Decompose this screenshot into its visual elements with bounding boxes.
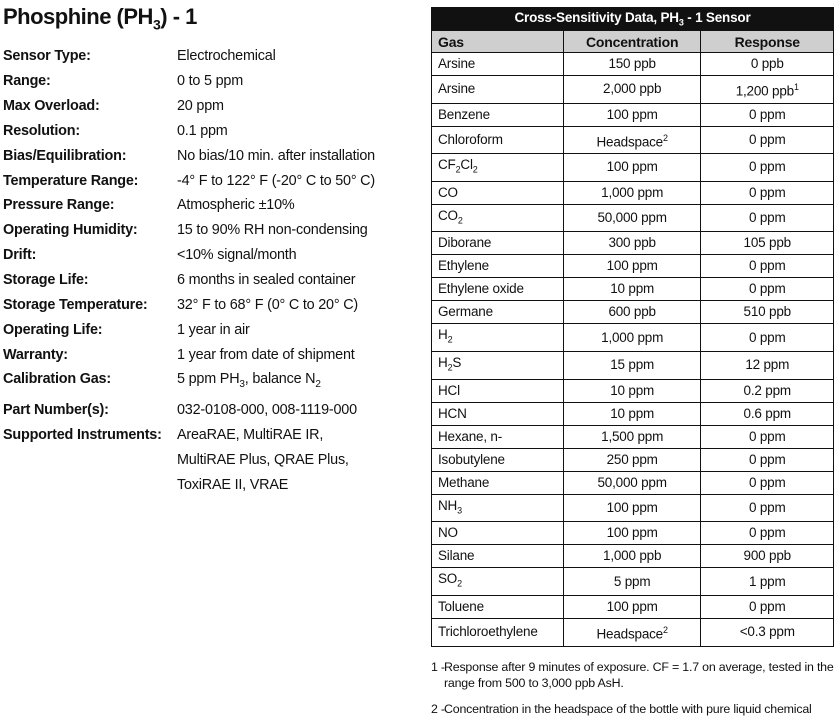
response-cell: 0 ppm — [701, 522, 834, 545]
spec-row — [3, 218, 413, 243]
table-row — [432, 448, 834, 471]
table-row — [432, 471, 834, 494]
gas-cell: Methane — [432, 471, 564, 494]
spec-value: No bias/10 min. after installation — [177, 147, 375, 164]
page-title: Phosphine $(PH_3) - 1$ — [3, 4, 197, 33]
spec-value: 0 to 5 ppm — [177, 73, 243, 90]
table-row — [432, 596, 834, 619]
spec-label: Part Number(s): — [3, 402, 109, 419]
footnotes — [431, 659, 834, 718]
concentration-cell: 1,000 ppm — [563, 181, 701, 204]
response-cell: 510 ppb — [701, 301, 834, 324]
concentration-cell: Headspace$^2$ — [563, 126, 701, 154]
spec-row — [3, 243, 413, 268]
response-cell: 0 ppm — [701, 596, 834, 619]
table-row — [432, 379, 834, 402]
table-row — [432, 126, 834, 154]
spec-row — [3, 398, 413, 423]
spec-value: 6 months in sealed container — [177, 271, 356, 288]
table-row — [432, 425, 834, 448]
gas-cell: Arsine — [432, 53, 564, 76]
response-cell: <0.3 ppm — [701, 619, 834, 647]
response-cell: 0 ppb — [701, 53, 834, 76]
response-cell: 900 ppb — [701, 545, 834, 568]
concentration-cell: 100 ppm — [563, 154, 701, 182]
spec-row — [3, 169, 413, 194]
spec-value: <10% signal/month — [177, 247, 297, 264]
table-row — [432, 204, 834, 232]
gas-cell: Ethylene — [432, 255, 564, 278]
table-row — [432, 255, 834, 278]
table-row — [432, 545, 834, 568]
response-cell: 0 ppm — [701, 204, 834, 232]
concentration-cell: 100 ppm — [563, 103, 701, 126]
spec-row — [3, 343, 413, 368]
concentration-cell: 150 ppb — [563, 53, 701, 76]
table-row — [432, 324, 834, 352]
spec-row — [3, 268, 413, 293]
spec-row — [3, 367, 413, 398]
concentration-cell: 10 ppm — [563, 402, 701, 425]
gas-cell: Diborane — [432, 232, 564, 255]
gas-cell: Ethylene oxide — [432, 278, 564, 301]
spec-value: ToxiRAE II, VRAE — [177, 476, 289, 493]
column-header-response: Response — [701, 31, 834, 53]
gas-cell: $CF_2Cl_2$ — [432, 154, 564, 182]
spec-label: Warranty: — [3, 346, 68, 363]
concentration-cell: 10 ppm — [563, 379, 701, 402]
response-cell: 0 ppm — [701, 255, 834, 278]
spec-label: Resolution: — [3, 122, 80, 139]
footnote-text: Response after 9 minutes of exposure. CF = 1.7 on average, tested in the range from 500 to 3,000 ppb AsH. — [444, 659, 834, 691]
concentration-cell: 250 ppm — [563, 448, 701, 471]
spec-value: -4° F to 122° F (-20° C to 50° C) — [177, 172, 375, 189]
gas-cell: $H_2S$ — [432, 352, 564, 380]
spec-row — [3, 293, 413, 318]
spec-value: 1 year from date of shipment — [177, 346, 355, 363]
table-caption: Cross-Sensitivity Data, $PH_3 - 1$ Sensor — [432, 8, 834, 31]
table-row — [432, 568, 834, 596]
gas-cell: HCN — [432, 402, 564, 425]
response-cell: 105 ppb — [701, 232, 834, 255]
spec-label: Operating Life: — [3, 321, 103, 338]
footnote-number: 1 - — [431, 659, 445, 674]
spec-value: 0.1 ppm — [177, 122, 228, 139]
concentration-cell: 100 ppm — [563, 522, 701, 545]
response-cell: 0 ppm — [701, 103, 834, 126]
gas-cell: $H_2$ — [432, 324, 564, 352]
spec-list — [3, 44, 413, 497]
spec-label: Sensor Type: — [3, 48, 91, 65]
gas-cell: Trichloroethylene — [432, 619, 564, 647]
response-cell: 12 ppm — [701, 352, 834, 380]
gas-cell: NO — [432, 522, 564, 545]
table-row — [432, 301, 834, 324]
spec-label: Supported Instruments: — [3, 426, 162, 443]
response-cell: 0 ppm — [701, 425, 834, 448]
response-cell: 0 ppm — [701, 448, 834, 471]
spec-label: Storage Life: — [3, 271, 89, 288]
gas-cell: HCl — [432, 379, 564, 402]
concentration-cell: 15 ppm — [563, 352, 701, 380]
spec-label: Operating Humidity: — [3, 222, 138, 239]
spec-label: Pressure Range: — [3, 197, 115, 214]
table-row — [432, 402, 834, 425]
concentration-cell: 100 ppm — [563, 494, 701, 522]
spec-value: AreaRAE, MultiRAE IR, — [177, 426, 324, 443]
spec-row — [3, 69, 413, 94]
response-cell: 0.2 ppm — [701, 379, 834, 402]
gas-cell: Germane — [432, 301, 564, 324]
cross-sensitivity-table — [431, 7, 834, 647]
spec-label: Storage Temperature: — [3, 296, 148, 313]
response-cell: 0 ppm — [701, 126, 834, 154]
gas-cell: Silane — [432, 545, 564, 568]
gas-cell: $NH_3$ — [432, 494, 564, 522]
footnote-text: Concentration in the headspace of the bottle with pure liquid chemical — [444, 701, 812, 716]
column-header-gas: Gas — [432, 31, 564, 53]
response-cell: 1 ppm — [701, 568, 834, 596]
spec-row — [3, 94, 413, 119]
footnote — [431, 701, 834, 718]
spec-value: 5 ppm $PH_3$, balance $N_2$ — [177, 371, 321, 391]
spec-value: MultiRAE Plus, QRAE Plus, — [177, 451, 349, 468]
response-cell: 0 ppm — [701, 471, 834, 494]
gas-cell: Arsine — [432, 76, 564, 104]
response-cell: 0 ppm — [701, 154, 834, 182]
table-row — [432, 181, 834, 204]
gas-cell: Benzene — [432, 103, 564, 126]
concentration-cell: 1,000 ppm — [563, 324, 701, 352]
spec-row — [3, 193, 413, 218]
footnote — [431, 659, 834, 692]
concentration-cell: 10 ppm — [563, 278, 701, 301]
table-row — [432, 76, 834, 104]
concentration-cell: 1,500 ppm — [563, 425, 701, 448]
spec-label: Drift: — [3, 247, 37, 264]
spec-label: Max Overload: — [3, 98, 100, 115]
spec-row — [3, 44, 413, 69]
spec-value: 15 to 90% RH non-condensing — [177, 222, 368, 239]
spec-value: 1 year in air — [177, 321, 250, 338]
concentration-cell: 300 ppb — [563, 232, 701, 255]
spec-panel — [3, 4, 413, 497]
spec-value: 20 ppm — [177, 98, 224, 115]
table-row — [432, 522, 834, 545]
spec-label: Temperature Range: — [3, 172, 139, 189]
concentration-cell: 2,000 ppb — [563, 76, 701, 104]
concentration-cell: 100 ppm — [563, 255, 701, 278]
concentration-cell: 50,000 ppm — [563, 204, 701, 232]
spec-row — [3, 144, 413, 169]
response-cell: 1,200 ppb$^1$ — [701, 76, 834, 104]
spec-label: Calibration Gas: — [3, 371, 111, 388]
table-row — [432, 154, 834, 182]
concentration-cell: 1,000 ppb — [563, 545, 701, 568]
table-row — [432, 53, 834, 76]
spec-label: Range: — [3, 73, 51, 90]
response-cell: 0 ppm — [701, 494, 834, 522]
spec-label: Bias/Equilibration: — [3, 147, 127, 164]
table-row — [432, 232, 834, 255]
response-cell: 0 ppm — [701, 324, 834, 352]
column-header-concentration: Concentration — [563, 31, 701, 53]
table-row — [432, 103, 834, 126]
spec-row — [3, 318, 413, 343]
spec-value: 032-0108-000, 008-1119-000 — [177, 402, 357, 419]
gas-cell: $CO_2$ — [432, 204, 564, 232]
response-cell: 0 ppm — [701, 181, 834, 204]
concentration-cell: 50,000 ppm — [563, 471, 701, 494]
spec-value: 32° F to 68° F (0° C to 20° C) — [177, 296, 358, 313]
table-row — [432, 278, 834, 301]
gas-cell: $SO_2$ — [432, 568, 564, 596]
response-cell: 0 ppm — [701, 278, 834, 301]
gas-cell: Isobutylene — [432, 448, 564, 471]
concentration-cell: 5 ppm — [563, 568, 701, 596]
table-row — [432, 352, 834, 380]
concentration-cell: 100 ppm — [563, 596, 701, 619]
gas-cell: CO — [432, 181, 564, 204]
cross-sensitivity-panel — [431, 7, 834, 726]
gas-cell: Hexane, n- — [432, 425, 564, 448]
spec-value: Atmospheric ±10% — [177, 197, 295, 214]
gas-cell: Chloroform — [432, 126, 564, 154]
footnote-number: 2 - — [431, 701, 445, 716]
concentration-cell: Headspace$^2$ — [563, 619, 701, 647]
spec-row — [3, 119, 413, 144]
spec-value: Electrochemical — [177, 48, 276, 65]
response-cell: 0.6 ppm — [701, 402, 834, 425]
table-row — [432, 619, 834, 647]
gas-cell: Toluene — [432, 596, 564, 619]
concentration-cell: 600 ppb — [563, 301, 701, 324]
spec-row — [3, 423, 413, 498]
table-row — [432, 494, 834, 522]
